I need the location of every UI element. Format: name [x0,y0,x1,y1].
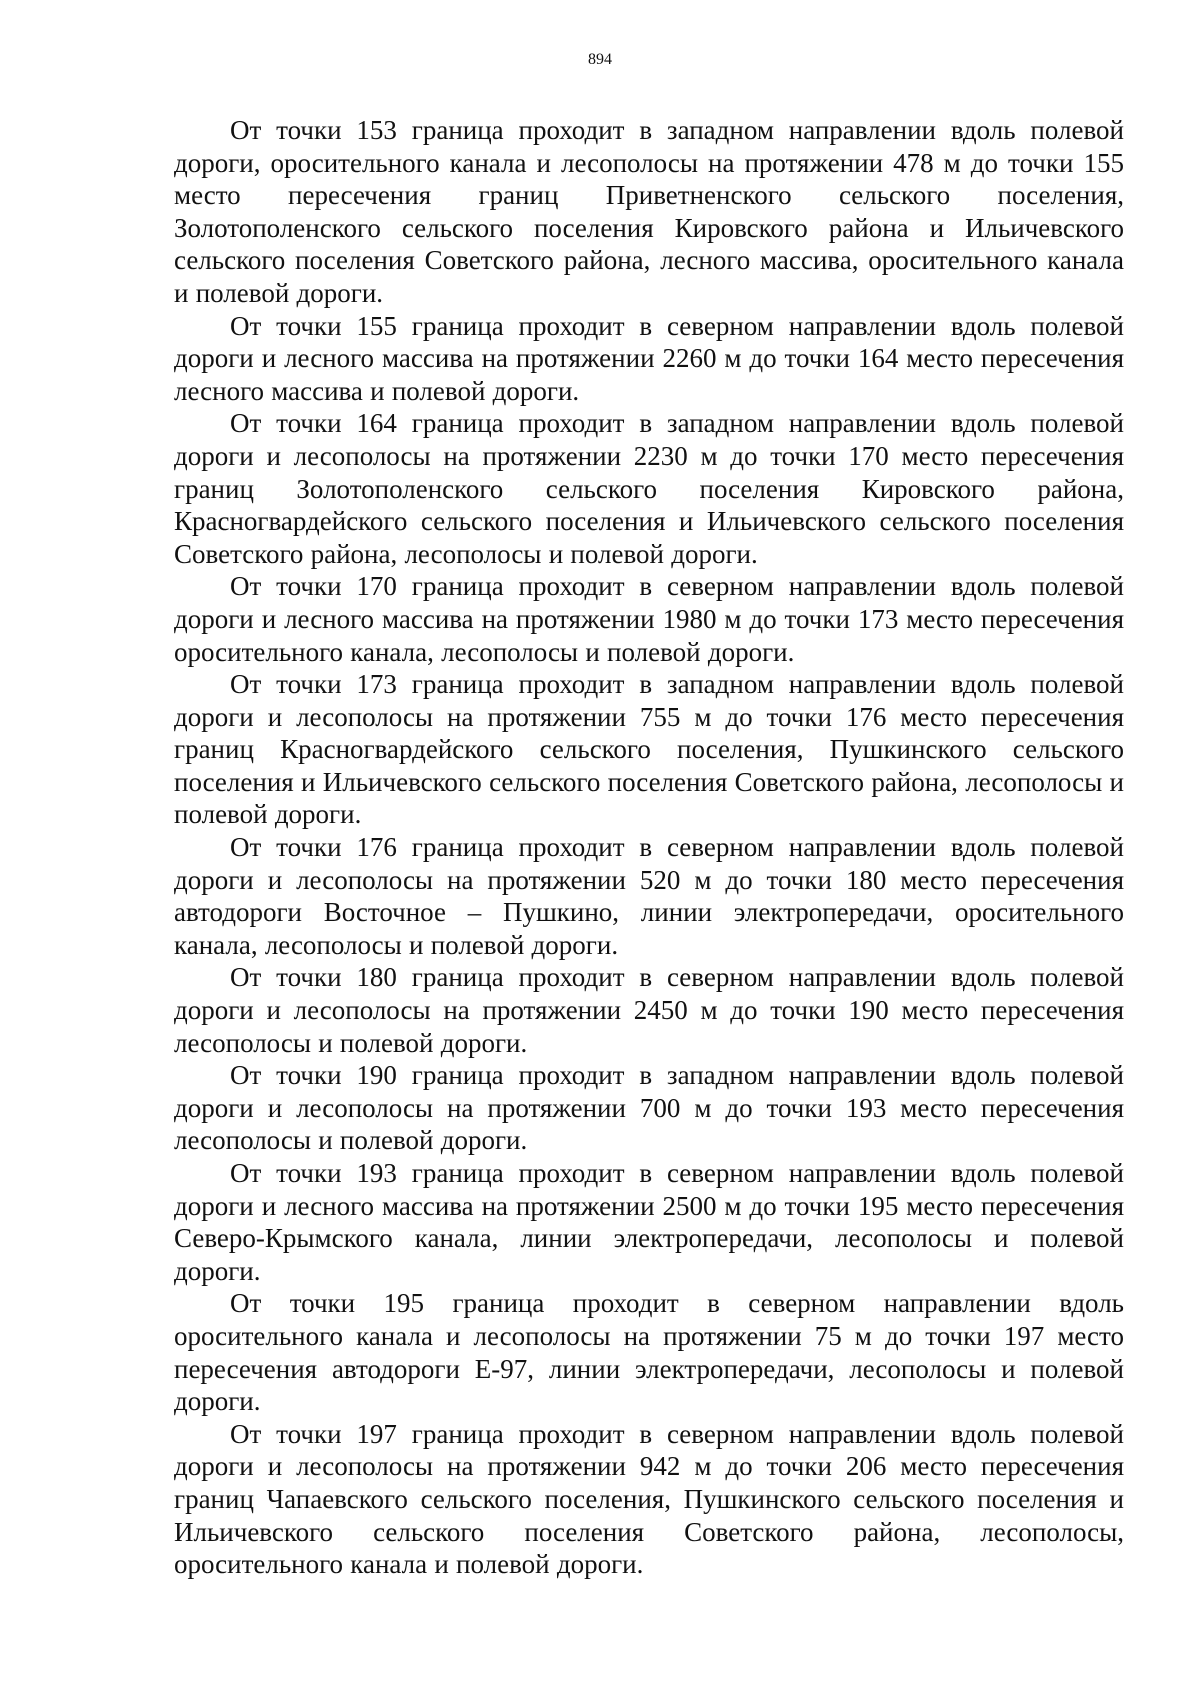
paragraph: От точки 180 граница проходит в северном направлении вдоль полевой дороги и лесополосы на протяжении 2450 м до точки 190 место пересечения лесополосы и полевой дороги. [174,962,1124,1058]
paragraph: От точки 197 граница проходит в северном направлении вдоль полевой дороги и лесополосы на протяжении 942 м до точки 206 место пересечения границ Чапаевского сельского поселения, Пушкинского сельского поселения и Ильичевского сельского поселения Советского района, лесополосы, оросительного канала и полевой дороги. [174,1418,1124,1580]
paragraph: От точки 190 граница проходит в западном направлении вдоль полевой дороги и лесополосы на протяжении 700 м до точки 193 место пересечения лесополосы и полевой дороги. [174,1060,1124,1156]
paragraph: От точки 153 граница проходит в западном направлении вдоль полевой дороги, оросительного канала и лесополосы на протяжении 478 м до точки 155 место пересечения границ Приветненского сельского поселения, Золотополенского сельского поселения Кировского района и Ильичевского сельского поселения Советского района, лесного массива, оросительного канала и полевой дороги. [174,115,1124,308]
paragraph: От точки 193 граница проходит в северном направлении вдоль полевой дороги и лесного массива на протяжении 2500 м до точки 195 место пересечения Северо-Крымского канала, линии электропередачи, лесополосы и полевой дороги. [174,1158,1124,1286]
paragraph: От точки 155 граница проходит в северном направлении вдоль полевой дороги и лесного массива на протяжении 2260 м до точки 164 место пересечения лесного массива и полевой дороги. [174,310,1124,406]
paragraph: От точки 176 граница проходит в северном направлении вдоль полевой дороги и лесополосы на протяжении 520 м до точки 180 место пересечения автодороги Восточное – Пушкино, линии электропередачи, оросительного канала, лесополосы и полевой дороги. [174,832,1124,960]
paragraph: От точки 195 граница проходит в северном направлении вдоль оросительного канала и лесополосы на протяжении 75 м до точки 197 место пересечения автодороги Е-97, линии электропередачи, лесополосы и полевой дороги. [174,1288,1124,1417]
paragraph: От точки 173 граница проходит в западном направлении вдоль полевой дороги и лесополосы на протяжении 755 м до точки 176 место пересечения границ Красногвардейского сельского поселения, Пушкинского сельского поселения и Ильичевского сельского поселения Советского района, лесополосы и полевой дороги. [174,669,1124,830]
page-number: 894 [588,51,612,68]
paragraph: От точки 170 граница проходит в северном направлении вдоль полевой дороги и лесного массива на протяжении 1980 м до точки 173 место пересечения оросительного канала, лесополосы и полевой дороги. [174,571,1124,667]
document-body [174,114,1124,1581]
paragraph: От точки 164 граница проходит в западном направлении вдоль полевой дороги и лесополосы на протяжении 2230 м до точки 170 место пересечения границ Золотополенского сельского поселения Кировского района, Красногвардейского сельского поселения и Ильичевского сельского поселения Советского района, лесополосы и полевой дороги. [174,408,1124,569]
